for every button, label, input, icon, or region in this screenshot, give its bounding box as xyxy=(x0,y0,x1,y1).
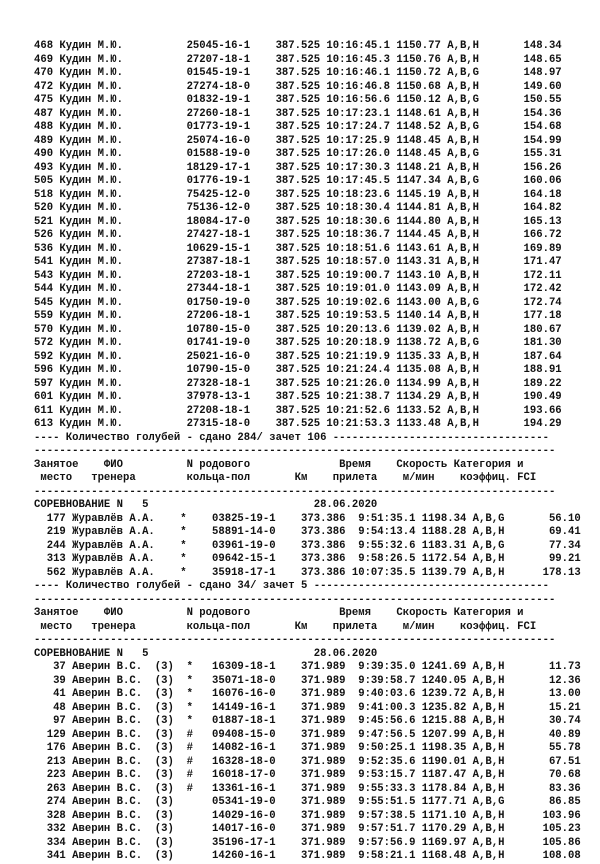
text-line: 592 Кудин М.Ю. 25021-16-0 387.525 10:21:19.9 1135.33 A,B,H 187.64 xyxy=(34,350,562,363)
text-line: 48 Аверин В.С. (3) * 14149-16-1 371.989 9:41:00.3 1235.82 A,B,H 15.21 xyxy=(34,701,581,714)
text-line: 536 Кудин М.Ю. 10629-15-1 387.525 10:18:51.6 1143.61 A,B,H 169.89 xyxy=(34,242,562,255)
text-line: 601 Кудин М.Ю. 37978-13-1 387.525 10:21:38.7 1134.29 A,B,H 190.49 xyxy=(34,391,562,403)
text-line: 611 Кудин М.Ю. 27208-18-1 387.525 10:21:52.6 1133.52 A,B,H 193.66 xyxy=(34,404,562,417)
text-line: 244 Журавлёв А.А. * 03961-19-0 373.386 9:55:32.6 1183.31 A,B,G 77.34 xyxy=(34,539,581,552)
text-line: 313 Журавлёв А.А. * 09642-15-1 373.386 9:58:26.5 1172.54 A,B,H 99.21 xyxy=(34,553,581,565)
text-line: Занятое ФИО N родового Время Скорость Категория и xyxy=(34,458,524,471)
text-line: 470 Кудин М.Ю. 01545-19-1 387.525 10:16:46.1 1150.72 A,B,G 148.97 xyxy=(34,67,562,79)
text-line: 129 Аверин В.С. (3) # 09408-15-0 371.989 9:47:56.5 1207.99 A,B,H 40.89 xyxy=(34,728,581,741)
text-line: ---------------------------------------------------------------------------------- xyxy=(34,593,556,606)
text-line: 469 Кудин М.Ю. 27207-18-1 387.525 10:16:45.3 1150.76 A,B,H 148.65 xyxy=(34,53,562,66)
text-line: 223 Аверин В.С. (3) # 16018-17-0 371.989 9:53:15.7 1187.47 A,B,H 70.68 xyxy=(34,769,581,781)
text-line: СОРЕВНОВАНИЕ N 5 28.06.2020 xyxy=(34,499,378,511)
text-line: ---------------------------------------------------------------------------------- xyxy=(34,485,556,498)
text-line: Занятое ФИО N родового Время Скорость Категория и xyxy=(34,607,524,619)
text-line: 41 Аверин В.С. (3) * 16076-16-0 371.989 9:40:03.6 1239.72 A,B,H 13.00 xyxy=(34,688,581,700)
text-line: место тренера кольца-пол Км прилета м/мин коэффиц. FCI xyxy=(34,620,537,633)
text-line: 328 Аверин В.С. (3) 14029-16-0 371.989 9:57:38.5 1171.10 A,B,H 103.96 xyxy=(34,809,581,822)
text-line: 334 Аверин В.С. (3) 35196-17-1 371.989 9:57:56.9 1169.97 A,B,H 105.86 xyxy=(34,836,581,849)
text-line: 493 Кудин М.Ю. 18129-17-1 387.525 10:17:30.3 1148.21 A,B,H 156.26 xyxy=(34,161,562,174)
text-line: 468 Кудин М.Ю. 25045-16-1 387.525 10:16:45.1 1150.77 A,B,H 148.34 xyxy=(34,40,562,52)
text-line: 562 Журавлёв А.А. * 35918-17-1 373.386 10:07:35.5 1139.79 A,B,H 178.13 xyxy=(34,566,581,579)
text-line: 545 Кудин М.Ю. 01750-19-0 387.525 10:19:02.6 1143.00 A,B,G 172.74 xyxy=(34,296,562,309)
text-line: 263 Аверин В.С. (3) # 13361-16-1 371.989 9:55:33.3 1178.84 A,B,H 83.36 xyxy=(34,782,581,795)
text-line: 597 Кудин М.Ю. 27328-18-1 387.525 10:21:26.0 1134.99 A,B,H 189.22 xyxy=(34,377,562,390)
text-line: 559 Кудин М.Ю. 27206-18-1 387.525 10:19:53.5 1140.14 A,B,H 177.18 xyxy=(34,310,562,322)
text-line: 341 Аверин В.С. (3) 14260-16-1 371.989 9:58:21.1 1168.48 A,B,H 108.08 xyxy=(34,850,581,862)
text-line: ---------------------------------------------------------------------------------- xyxy=(34,445,556,457)
text-line: 177 Журавлёв А.А. * 03825-19-1 373.386 9:51:35.1 1198.34 A,B,G 56.10 xyxy=(34,512,581,525)
text-line: 219 Журавлёв А.А. * 58891-14-0 373.386 9:54:13.4 1188.28 A,B,H 69.41 xyxy=(34,526,581,538)
text-line: 176 Аверин В.С. (3) # 14082-16-1 371.989 9:50:25.1 1198.35 A,B,H 55.78 xyxy=(34,742,581,754)
text-line: 213 Аверин В.С. (3) # 16328-18-0 371.989 9:52:35.6 1190.01 A,B,H 67.51 xyxy=(34,755,581,768)
text-line: 541 Кудин М.Ю. 27387-18-1 387.525 10:18:57.0 1143.31 A,B,H 171.47 xyxy=(34,256,562,268)
text-line: 475 Кудин М.Ю. 01832-19-1 387.525 10:16:56.6 1150.12 A,B,G 150.55 xyxy=(34,94,562,106)
text-line: 487 Кудин М.Ю. 27260-18-1 387.525 10:17:23.1 1148.61 A,B,H 154.36 xyxy=(34,107,562,120)
text-line: 488 Кудин М.Ю. 01773-19-1 387.525 10:17:24.7 1148.52 A,B,G 154.68 xyxy=(34,121,562,133)
results-listing xyxy=(34,40,581,864)
text-line: 544 Кудин М.Ю. 27344-18-1 387.525 10:19:01.0 1143.09 A,B,H 172.42 xyxy=(34,283,562,295)
text-line: 520 Кудин М.Ю. 75136-12-0 387.525 10:18:30.4 1144.81 A,B,H 164.82 xyxy=(34,202,562,214)
text-line: 613 Кудин М.Ю. 27315-18-0 387.525 10:21:53.3 1133.48 A,B,H 194.29 xyxy=(34,418,562,430)
text-line: ---- Количество голубей - сдано 34/ зачет 5 ------------------------------------- xyxy=(34,580,549,592)
text-line: 543 Кудин М.Ю. 27203-18-1 387.525 10:19:00.7 1143.10 A,B,H 172.11 xyxy=(34,269,562,282)
text-line: место тренера кольца-пол Км прилета м/мин коэффиц. FCI xyxy=(34,472,537,484)
text-line: 489 Кудин М.Ю. 25074-16-0 387.525 10:17:25.9 1148.45 A,B,H 154.99 xyxy=(34,134,562,147)
text-line: 596 Кудин М.Ю. 10790-15-0 387.525 10:21:24.4 1135.08 A,B,H 188.91 xyxy=(34,364,562,376)
text-line: СОРЕВНОВАНИЕ N 5 28.06.2020 xyxy=(34,647,378,660)
text-line: ---------------------------------------------------------------------------------- xyxy=(34,634,556,646)
text-line: 505 Кудин М.Ю. 01776-19-1 387.525 10:17:45.5 1147.34 A,B,G 160.06 xyxy=(34,175,562,187)
text-line: ---- Количество голубей - сдано 284/ зачет 106 ---------------------------------- xyxy=(34,431,549,444)
text-line: 526 Кудин М.Ю. 27427-18-1 387.525 10:18:36.7 1144.45 A,B,H 166.72 xyxy=(34,229,562,241)
text-line: 39 Аверин В.С. (3) * 35071-18-0 371.989 9:39:58.7 1240.05 A,B,H 12.36 xyxy=(34,674,581,687)
text-line: 490 Кудин М.Ю. 01588-19-0 387.525 10:17:26.0 1148.45 A,B,G 155.31 xyxy=(34,148,562,160)
text-line: 572 Кудин М.Ю. 01741-19-0 387.525 10:20:18.9 1138.72 A,B,G 181.30 xyxy=(34,337,562,349)
text-line: 37 Аверин В.С. (3) * 16309-18-1 371.989 9:39:35.0 1241.69 A,B,H 11.73 xyxy=(34,661,581,673)
text-line: 570 Кудин М.Ю. 10780-15-0 387.525 10:20:13.6 1139.02 A,B,H 180.67 xyxy=(34,323,562,336)
text-line: 472 Кудин М.Ю. 27274-18-0 387.525 10:16:46.8 1150.68 A,B,H 149.60 xyxy=(34,80,562,93)
text-line: 274 Аверин В.С. (3) 05341-19-0 371.989 9:55:51.5 1177.71 A,B,G 86.85 xyxy=(34,796,581,808)
text-line: 97 Аверин В.С. (3) * 01887-18-1 371.989 9:45:56.6 1215.88 A,B,H 30.74 xyxy=(34,715,581,727)
text-line: 332 Аверин В.С. (3) 14017-16-0 371.989 9:57:51.7 1170.29 A,B,H 105.23 xyxy=(34,823,581,835)
text-line: 521 Кудин М.Ю. 18084-17-0 387.525 10:18:30.6 1144.80 A,B,H 165.13 xyxy=(34,215,562,228)
text-line: 518 Кудин М.Ю. 75425-12-0 387.525 10:18:23.6 1145.19 A,B,H 164.18 xyxy=(34,188,562,201)
